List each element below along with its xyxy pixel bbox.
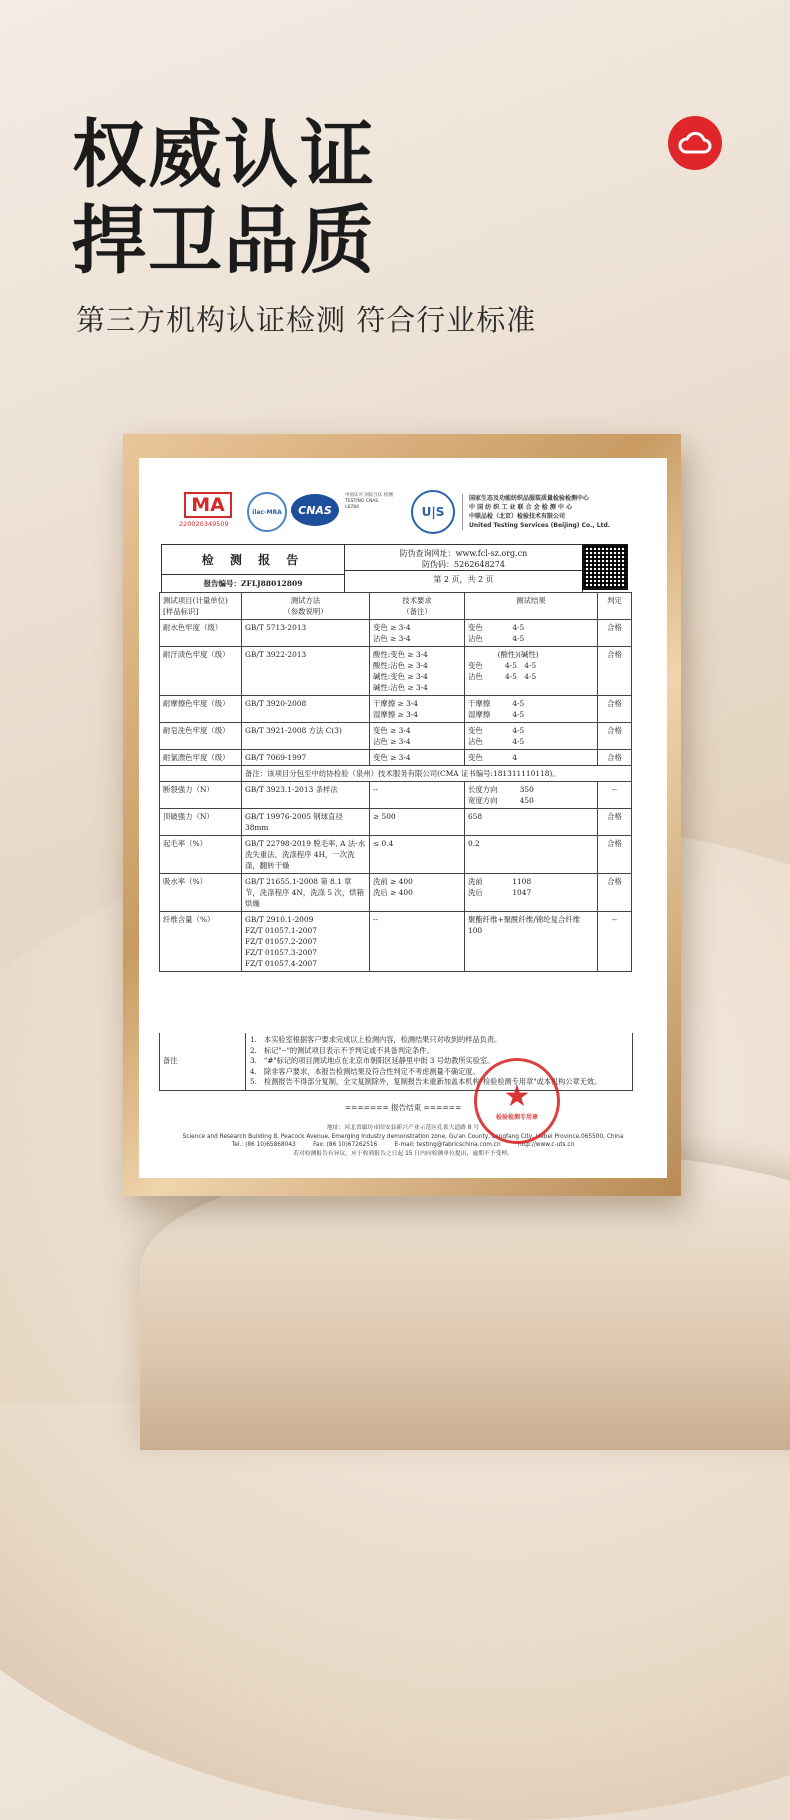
report-footer bbox=[149, 1124, 657, 1158]
table-row bbox=[160, 782, 632, 809]
table-cell-verdict: 合格 bbox=[598, 874, 632, 912]
table-cell-method: GB/T 19976-2005 钢球直径 38mm bbox=[242, 809, 370, 836]
table-cell-item: 耐氯漂色牢度（级） bbox=[160, 750, 242, 766]
table-cell-method: GB/T 21655.1-2008 第 8.1 章节，洗涤程序 4N，洗涤 5 次，烘箱烘燥 bbox=[242, 874, 370, 912]
remark-item: 2. 标记"--"的测试项目表示不予判定或不具备判定条件。 bbox=[250, 1045, 434, 1055]
table-cell-req: -- bbox=[370, 912, 465, 972]
remark-item: 5. 检测报告不得部分复制，全文复制除外，复制报告未重新加盖本机构"检验检测专用章"或本机构公章无效。 bbox=[250, 1077, 602, 1086]
table-cell-item: 顶破强力（N） bbox=[160, 809, 242, 836]
report-header bbox=[161, 544, 583, 593]
uts-logo: U|S bbox=[411, 490, 455, 534]
table-cell-req: ≤ 0.4 bbox=[370, 836, 465, 874]
table-row bbox=[160, 836, 632, 874]
column-header: 技术要求 （备注） bbox=[370, 593, 465, 620]
table-cell-verdict: 合格 bbox=[598, 620, 632, 647]
table-cell-result: 聚酯纤维+聚酰纤维/锦纶复合纤维 100 bbox=[465, 912, 598, 972]
remarks-label: 备注 bbox=[160, 1033, 246, 1090]
remark-item: 1. 本实验室根据客户要求完成以上检测内容，检测结果只对收到的样品负责。 bbox=[250, 1035, 502, 1044]
table-row bbox=[160, 766, 632, 782]
cma-logo: MA 220020349509 bbox=[179, 492, 237, 532]
footer-objection-note: 若对检测报告有异议，应于收到报告之日起 15 日内向检测单位提出，逾期不予受理。 bbox=[293, 1150, 513, 1157]
table-cell-method: 备注：该项目分包至中纺协检验（泉州）技术服务有限公司(CMA 证书编号:181311110118)。 bbox=[242, 766, 632, 782]
column-header: 测试项目(计量单位) [样品标识] bbox=[160, 593, 242, 620]
table-cell-req: 变色 ≥ 3-4 沾色 ≥ 3-4 bbox=[370, 620, 465, 647]
table-cell-item bbox=[160, 766, 242, 782]
table-cell-item: 耐水色牢度（级） bbox=[160, 620, 242, 647]
headline-line1: 权威认证 bbox=[72, 112, 376, 198]
table-cell-item: 起毛率（%） bbox=[160, 836, 242, 874]
table-cell-verdict: -- bbox=[598, 912, 632, 972]
table-cell-verdict: 合格 bbox=[598, 750, 632, 766]
table-cell-item: 断裂强力（N） bbox=[160, 782, 242, 809]
table-cell-method: GB/T 3923.1-2013 条样法 bbox=[242, 782, 370, 809]
table-cell-verdict: 合格 bbox=[598, 647, 632, 696]
footer-contact: Tel.: (86 10)65868043 Fax: (86 10)67262516 E-mail: testing@fabricschina.com.cn http://www.c-uts.cn bbox=[231, 1142, 575, 1148]
results-table bbox=[159, 592, 632, 972]
table-cell-req: 酸性:变色 ≥ 3-4 酸性:沾色 ≥ 3-4 碱性:变色 ≥ 3-4 碱性:沾色 ≥ 3-4 bbox=[370, 647, 465, 696]
footer-address-en: Science and Research Building 8, Peacock Avenue, Emerging Industry demonstration zone, Gu'an County, Langfang City, Hebei Province,065500, China bbox=[182, 1133, 624, 1140]
table-cell-result: 长度方向 350 宽度方向 450 bbox=[465, 782, 598, 809]
certificate-frame bbox=[123, 434, 681, 1196]
report-number: 报告编号：ZFLJ88012809 bbox=[162, 574, 344, 592]
table-cell-req: ≥ 500 bbox=[370, 809, 465, 836]
table-cell-result: 变色 4-5 沾色 4-5 bbox=[465, 620, 598, 647]
cnas-text: 中国认可 国际互认 检测 TESTING CNAS L6784 bbox=[345, 493, 393, 510]
table-cell-req: 干摩擦 ≥ 3-4 湿摩擦 ≥ 3-4 bbox=[370, 696, 465, 723]
table-row bbox=[160, 620, 632, 647]
uts-text: 国家生态及功能纺织品服装质量检验检测中心 中 国 纺 织 工 业 联 合 会 检 测 中 心 中联品检（北京）检验技术有限公司 United Testing Services (Beijing) Co., Ltd. bbox=[462, 494, 610, 530]
star-icon: ★ bbox=[503, 1078, 531, 1114]
qr-code bbox=[582, 544, 628, 590]
table-cell-result: 干摩擦 4-5 湿摩擦 4-5 bbox=[465, 696, 598, 723]
cnas-logo: CNAS bbox=[291, 494, 339, 526]
column-header: 判定 bbox=[598, 593, 632, 620]
remarks-section bbox=[159, 1033, 633, 1091]
verify-url: 防伪查询网址：www.fcl-sz.org.cn bbox=[399, 549, 528, 558]
table-cell-result: 洗前 1108 洗后 1047 bbox=[465, 874, 598, 912]
table-cell-verdict: 合格 bbox=[598, 809, 632, 836]
table-cell-req: 变色 ≥ 3-4 沾色 ≥ 3-4 bbox=[370, 723, 465, 750]
table-cell-result: 0.2 bbox=[465, 836, 598, 874]
table-row bbox=[160, 874, 632, 912]
table-cell-method: GB/T 3920-2008 bbox=[242, 696, 370, 723]
accreditation-logos bbox=[179, 488, 659, 538]
table-cell-item: 耐汗渍色牢度（级） bbox=[160, 647, 242, 696]
column-header: 测试方法 （参数说明） bbox=[242, 593, 370, 620]
table-cell-item: 纤维含量（%） bbox=[160, 912, 242, 972]
table-cell-method: GB/T 3921-2008 方法 C(3) bbox=[242, 723, 370, 750]
cma-code: 220020349509 bbox=[179, 520, 229, 528]
table-cell-method: GB/T 2910.1-2009 FZ/T 01057.1-2007 FZ/T 01057.2-2007 FZ/T 01057.3-2007 FZ/T 01057.4-2007 bbox=[242, 912, 370, 972]
table-cell-item: 耐皂洗色牢度（级） bbox=[160, 723, 242, 750]
table-header-row bbox=[160, 593, 632, 620]
report-title: 检 测 报 告 bbox=[201, 553, 305, 567]
table-cell-result: 变色 4-5 沾色 4-5 bbox=[465, 723, 598, 750]
headline bbox=[72, 112, 376, 284]
table-cell-verdict: 合格 bbox=[598, 723, 632, 750]
table-row bbox=[160, 809, 632, 836]
table-cell-item: 吸水率（%） bbox=[160, 874, 242, 912]
official-seal-stamp: ★ 检验检测专用章 bbox=[474, 1058, 560, 1144]
report-end-marker: ======= 报告结束 ====== bbox=[344, 1103, 462, 1112]
table-cell-item: 耐摩擦色牢度（级） bbox=[160, 696, 242, 723]
table-row bbox=[160, 912, 632, 972]
table-cell-result: (酸性)(碱性) 变色 4-5 4-5 沾色 4-5 4-5 bbox=[465, 647, 598, 696]
table-cell-result: 变色 4 bbox=[465, 750, 598, 766]
column-header: 测试结果 bbox=[465, 593, 598, 620]
verify-code: 防伪码：5262648274 bbox=[422, 560, 505, 569]
test-report-paper bbox=[139, 458, 667, 1178]
ilac-logo: ilac-MRA bbox=[247, 492, 287, 532]
footer-address-cn: 地址：河北省廊坊市固安县新兴产业示范区孔雀大道路 8 号 bbox=[326, 1125, 480, 1131]
table-row bbox=[160, 750, 632, 766]
remark-item: 3. "#"标记的项目测试地点在北京市朝阳区延静里中街 3 号幼教所实验室。 bbox=[250, 1056, 495, 1065]
table-cell-verdict: 合格 bbox=[598, 696, 632, 723]
table-row bbox=[160, 696, 632, 723]
cloud-icon[interactable] bbox=[668, 116, 722, 170]
table-cell-req: -- bbox=[370, 782, 465, 809]
table-cell-req: 洗前 ≥ 400 洗后 ≥ 400 bbox=[370, 874, 465, 912]
table-row bbox=[160, 647, 632, 696]
table-cell-method: GB/T 22798-2019 脱毛率, A 法-水洗失重法，洗涤程序 4H，一次洗涤，翻转干燥 bbox=[242, 836, 370, 874]
table-cell-verdict: -- bbox=[598, 782, 632, 809]
remark-item: 4. 除非客户要求，本报告检测结果及符合性判定不考虑测量不确定度。 bbox=[250, 1066, 480, 1076]
table-cell-method: GB/T 5713-2013 bbox=[242, 620, 370, 647]
table-cell-method: GB/T 7069-1997 bbox=[242, 750, 370, 766]
table-row bbox=[160, 723, 632, 750]
subtitle: 第三方机构认证检测 符合行业标准 bbox=[76, 303, 537, 337]
table-cell-result: 658 bbox=[465, 809, 598, 836]
headline-line2: 捍卫品质 bbox=[72, 198, 376, 284]
table-cell-req: 变色 ≥ 3-4 bbox=[370, 750, 465, 766]
page-indicator: 第 2 页，共 2 页 bbox=[345, 570, 582, 588]
table-cell-method: GB/T 3922-2013 bbox=[242, 647, 370, 696]
table-cell-verdict: 合格 bbox=[598, 836, 632, 874]
